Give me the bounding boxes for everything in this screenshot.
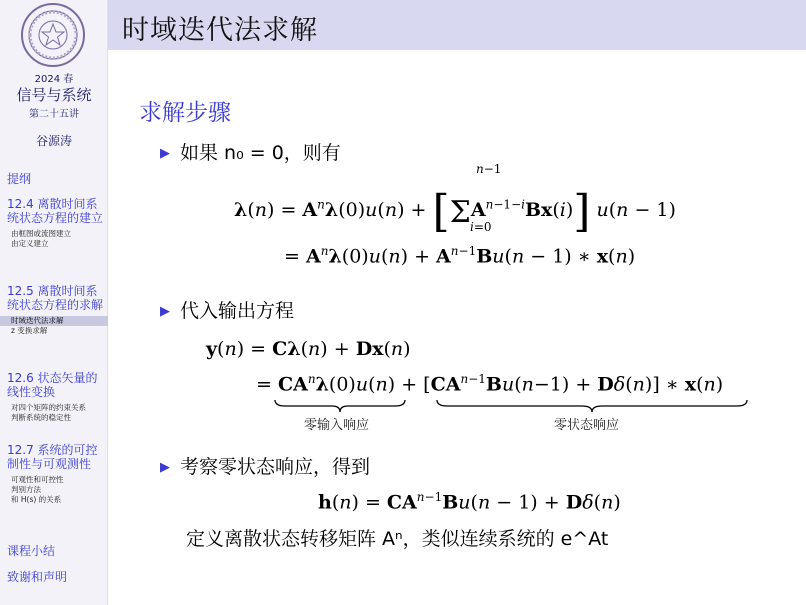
equation-output-1: y(n) = Cλ(n) + Dx(n): [206, 338, 411, 360]
bullet-item: [160, 456, 370, 479]
author-name: 谷源涛: [35, 134, 72, 148]
bullet-triangle-icon: ▶: [160, 146, 170, 161]
course-name: 信号与系统: [16, 86, 92, 104]
bullet-item: [160, 300, 294, 323]
bullet-text: 考察零状态响应，得到: [180, 456, 371, 478]
toc-section-label[interactable]: 12.5 离散时间系统状态方程的求解: [7, 284, 104, 312]
toc-item[interactable]: 由框图或流图建立: [11, 229, 71, 238]
underbrace-zero-state: [432, 398, 752, 414]
equation-output-2: = $CA^n\lambda(0)u(n) + [CA^{n-1}Bu(n-1) + D\delta(n)]$ ∗ x(n): [256, 372, 724, 396]
toc-item[interactable]: 由定义建立: [11, 239, 49, 248]
toc-thanks[interactable]: [0, 570, 108, 584]
toc-section-label[interactable]: 12.7 系统的可控制性与可观测性: [7, 443, 98, 471]
definition-text: 定义离散状态转移矩阵 Aⁿ，类似连续系统的 e^At: [186, 528, 609, 550]
underbrace-zero-input: [270, 398, 410, 414]
bullet-text: 如果 n₀ = 0，则有: [180, 142, 341, 164]
bullet-triangle-icon: ▶: [160, 304, 170, 319]
university-seal-icon: [20, 2, 86, 68]
brace-label-zero-state: 零状态响应: [554, 418, 620, 433]
sidebar: [0, 0, 108, 605]
toc-item[interactable]: 对四个矩阵的约束关系: [11, 403, 86, 412]
brace-label-zero-input: 零输入响应: [304, 418, 370, 433]
toc-section-12-6[interactable]: [0, 371, 108, 423]
sum-lower-limit: i=0: [470, 220, 492, 234]
toc-outline[interactable]: [0, 172, 108, 186]
toc-section-12-7[interactable]: [0, 443, 108, 505]
bullet-triangle-icon: ▶: [160, 460, 170, 475]
toc-item[interactable]: 判别方法: [11, 485, 41, 494]
toc-outline-label[interactable]: 提纲: [7, 172, 32, 186]
equation-zero-state: $h(n) = CA^{n-1}Bu(n - 1) + D\delta(n)$: [318, 490, 621, 514]
term-year: 2024 春: [34, 74, 74, 85]
equation-state-1: $\lambda(n) = A^n\lambda(0)u(n) + [\Sigma A^{n-1-i}Bx(i)] u(n - 1)$: [234, 186, 676, 237]
toc-summary-label[interactable]: 课程小结: [7, 544, 56, 558]
toc-section-label[interactable]: 12.6 状态矢量的线性变换: [7, 371, 98, 399]
slide-title: 时域迭代法求解: [122, 15, 318, 46]
bullet-item: [160, 142, 341, 165]
toc-section-12-5[interactable]: [0, 284, 108, 336]
lecture-number: 第二十五讲: [29, 109, 79, 120]
toc-section-label[interactable]: 12.4 离散时间系统状态方程的建立: [7, 197, 104, 225]
toc-item[interactable]: z 变换求解: [11, 326, 48, 335]
toc-item[interactable]: 判断系统的稳定性: [11, 413, 71, 422]
toc-summary[interactable]: [0, 544, 108, 558]
toc-item[interactable]: 和 H(s) 的关系: [11, 495, 62, 504]
toc-item-active[interactable]: 时域迭代法求解: [0, 316, 108, 326]
toc-section-12-4[interactable]: [0, 197, 108, 249]
toc-thanks-label[interactable]: 致谢和声明: [7, 570, 68, 584]
toc-item[interactable]: 可观性和可控性: [11, 475, 64, 484]
bullet-text: 代入输出方程: [180, 300, 295, 322]
sum-upper-limit: n−1: [476, 162, 502, 176]
equation-state-2: = $A^n\lambda(0)u(n) + A^{n-1}Bu(n - 1)$ ∗ x(n): [284, 244, 636, 268]
section-title: 求解步骤: [139, 100, 231, 126]
